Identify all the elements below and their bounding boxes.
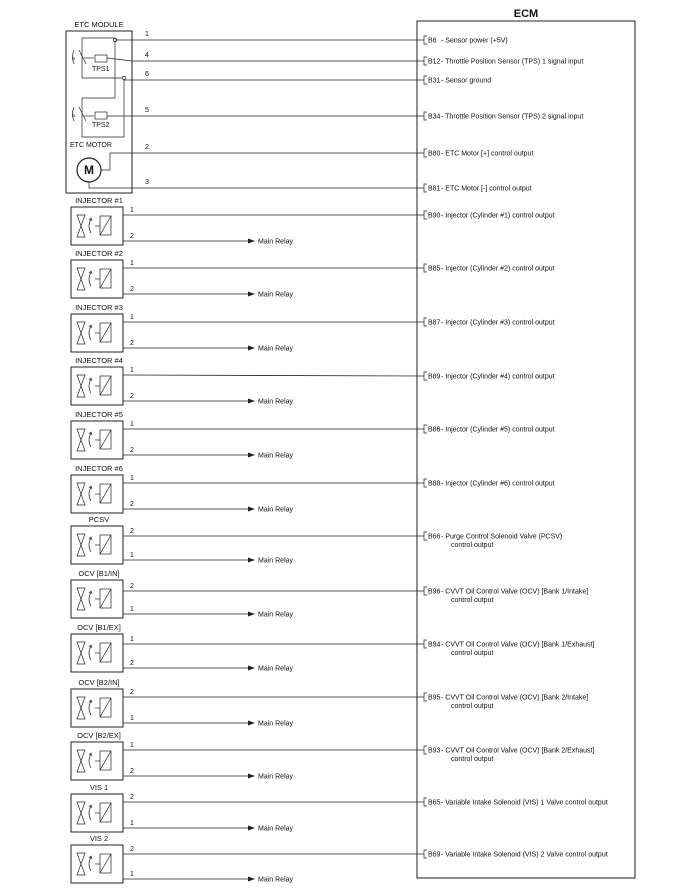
arrow-icon: [248, 399, 255, 404]
ecm-pin-label: - Injector (Cylinder #1) control output: [441, 212, 555, 220]
valve-icon: [77, 534, 85, 556]
arrow-icon: [248, 612, 255, 617]
ecm-pin-id: B96: [428, 588, 441, 596]
arrow-icon: [248, 877, 255, 882]
ecm-pin-bracket: [424, 532, 427, 540]
main-relay-label: Main Relay: [258, 238, 294, 246]
curved-arrow-icon: [89, 806, 91, 820]
ecm-pin-bracket: [424, 425, 427, 433]
solenoid-top-pin: 1: [130, 742, 134, 749]
solenoid-component: [71, 249, 424, 299]
solenoid-top-pin: 2: [130, 794, 134, 801]
solenoid-component: [71, 303, 424, 353]
etc-pin-number: 2: [145, 144, 149, 151]
etc-pin-number: 1: [145, 31, 149, 38]
arrow-icon: [248, 239, 255, 244]
main-relay-label: Main Relay: [258, 345, 294, 353]
tps1-signal-stub: [107, 58, 132, 61]
ecm-pin-label: - Injector (Cylinder #4) control output: [441, 373, 555, 381]
ecm-pins: [424, 36, 608, 859]
tps2-label: TPS2: [92, 122, 110, 129]
solenoid-title: INJECTOR #5: [75, 410, 123, 419]
ecm-pin-label: - Throttle Position Sensor (TPS) 1 signal input: [441, 58, 584, 66]
ecm-pin-bracket: [424, 112, 427, 120]
ecm-pin-bracket: [424, 640, 427, 648]
ecm-pin-id: B87: [428, 319, 441, 327]
ecm-pin-id: B89: [428, 373, 441, 381]
main-relay-label: Main Relay: [258, 398, 294, 406]
main-relay-label: Main Relay: [258, 557, 294, 565]
ecm-pin-id: B85: [428, 265, 441, 273]
curved-arrow-icon: [89, 857, 91, 871]
ecm-pin-bracket: [424, 36, 427, 44]
solenoid-layer: [71, 196, 424, 884]
ecm-pin-id: B93: [428, 747, 441, 755]
ecm-pin-id: B81: [428, 185, 441, 193]
ecm-pin-label-cont: control output: [451, 756, 494, 763]
ecm-pin-id: B90: [428, 212, 441, 220]
ecm-pin-bracket: [424, 587, 427, 595]
etc-wires: [107, 31, 424, 188]
valve-icon: [77, 697, 85, 719]
ecm-pin-label: - CVVT Oil Control Valve (OCV) [Bank 1/Exhaust]: [441, 641, 595, 649]
ecm-pin-label: - ETC Motor [+] control output: [441, 150, 534, 158]
main-relay-label: Main Relay: [258, 773, 294, 781]
main-relay-label: Main Relay: [258, 720, 294, 728]
ecm-pin-id: B86: [428, 426, 441, 434]
solenoid-top-pin: 1: [130, 421, 134, 428]
solenoid-top-pin: 2: [130, 846, 134, 853]
valve-icon: [77, 588, 85, 610]
svg-text:a: a: [72, 56, 75, 62]
etc-pin-number: 4: [145, 52, 149, 59]
curved-arrow-icon: [89, 219, 91, 233]
solenoid-bottom-pin: 2: [130, 501, 134, 508]
solenoid-title: INJECTOR #2: [75, 249, 123, 258]
valve-icon: [77, 268, 85, 290]
solenoid-top-pin: 1: [130, 367, 134, 374]
ecm-pin-id: B31: [428, 77, 441, 85]
ecm-signal-wire: [123, 375, 424, 376]
solenoid-title: PCSV: [88, 515, 110, 524]
ecm-pin-label-cont: control output: [451, 542, 494, 549]
etc-motor-wiring: [101, 153, 132, 170]
ecm-pin-id: B69: [428, 851, 441, 859]
ecm-pin-bracket: [424, 850, 427, 858]
solenoid-top-pin: 1: [130, 475, 134, 482]
ecm-title: ECM: [513, 8, 539, 20]
ecm-pin-bracket: [424, 57, 427, 65]
curved-arrow-icon: [89, 272, 91, 286]
solenoid-component: [71, 410, 424, 460]
valve-icon: [77, 322, 85, 344]
arrow-icon: [248, 346, 255, 351]
ecm-pin-label: - Sensor power (+5V): [441, 37, 508, 45]
curved-arrow-icon: [89, 487, 91, 501]
ecm-pin-bracket: [424, 318, 427, 326]
solenoid-bottom-pin: 2: [130, 768, 134, 775]
solenoid-bottom-pin: 1: [130, 820, 134, 827]
solenoid-title: VIS 2: [89, 834, 109, 843]
ecm-pin-bracket: [424, 211, 427, 219]
main-relay-label: Main Relay: [258, 665, 294, 673]
solenoid-top-pin: 2: [130, 689, 134, 696]
valve-icon: [77, 215, 85, 237]
ecm-pin-label: - ETC Motor [-] control output: [441, 185, 532, 193]
solenoid-component: [71, 515, 424, 565]
solenoid-top-pin: 1: [130, 636, 134, 643]
etc-module-title: ETC MODULE: [74, 20, 124, 29]
arrow-icon: [248, 826, 255, 831]
ecm-pin-id: B65: [428, 799, 441, 807]
arrow-icon: [248, 507, 255, 512]
solenoid-title: OCV [B2/EX]: [77, 731, 121, 740]
etc-pin-number: 3: [145, 179, 149, 186]
ecm-pin-label-cont: control output: [451, 650, 494, 657]
etc-pin-number: 5: [145, 107, 149, 114]
curved-arrow-icon: [89, 379, 91, 393]
ecm-pin-label: - CVVT Oil Control Valve (OCV) [Bank 1/Intake]: [441, 588, 589, 596]
solenoid-title: VIS 1: [89, 783, 109, 792]
main-relay-label: Main Relay: [258, 506, 294, 514]
arrow-icon: [248, 453, 255, 458]
solenoid-bottom-pin: 2: [130, 447, 134, 454]
tps1-label: TPS1: [92, 66, 110, 73]
ecm-pin-label: - Purge Control Solenoid Valve (PCSV): [441, 533, 563, 541]
solenoid-component: [71, 569, 424, 619]
ecm-pin-bracket: [424, 149, 427, 157]
ecm-pin-label: - Variable Intake Solenoid (VIS) 1 Valve control output: [441, 799, 608, 807]
solenoid-bottom-pin: 1: [130, 552, 134, 559]
curved-arrow-icon: [89, 646, 91, 660]
arrow-icon: [248, 774, 255, 779]
curved-arrow-icon: [89, 326, 91, 340]
main-relay-label: Main Relay: [258, 611, 294, 619]
solenoid-component: [71, 834, 424, 884]
valve-icon: [77, 429, 85, 451]
solenoid-bottom-pin: 1: [130, 606, 134, 613]
solenoid-title: OCV [B1/IN]: [78, 569, 120, 578]
solenoid-bottom-pin: 1: [130, 871, 134, 878]
ecm-pin-id: B66: [428, 533, 441, 541]
solenoid-top-pin: 1: [130, 314, 134, 321]
valve-icon: [77, 642, 85, 664]
ecm-pin-bracket: [424, 693, 427, 701]
valve-icon: [77, 802, 85, 824]
solenoid-component: [71, 783, 424, 833]
valve-icon: [77, 853, 85, 875]
ecm-pin-label: - CVVT Oil Control Valve (OCV) [Bank 2/Exhaust]: [441, 747, 595, 755]
solenoid-top-pin: 1: [130, 207, 134, 214]
ecm-pin-label: - Injector (Cylinder #2) control output: [441, 265, 555, 273]
ecm-pin-label: - Injector (Cylinder #5) control output: [441, 426, 555, 434]
curved-arrow-icon: [89, 592, 91, 606]
valve-icon: [77, 483, 85, 505]
solenoid-component: [71, 196, 424, 246]
ecm-pin-bracket: [424, 76, 427, 84]
main-relay-label: Main Relay: [258, 825, 294, 833]
ecm-pin-id: B6: [428, 37, 437, 45]
ecm-pin-id: B94: [428, 641, 441, 649]
ecm-pin-label: - Sensor ground: [441, 77, 492, 85]
main-relay-label: Main Relay: [258, 876, 294, 884]
ecm-pin-label: - Injector (Cylinder #6) control output: [441, 480, 555, 488]
ecm-pin-label: - Throttle Position Sensor (TPS) 2 signal input: [441, 113, 584, 121]
arrow-icon: [248, 292, 255, 297]
curved-arrow-icon: [89, 701, 91, 715]
ecm-pin-id: B12: [428, 58, 441, 66]
ecm-pin-bracket: [424, 264, 427, 272]
solenoid-top-pin: 2: [130, 528, 134, 535]
valve-icon: [77, 375, 85, 397]
solenoid-bottom-pin: 2: [130, 233, 134, 240]
etc-pin-number: 6: [145, 71, 149, 78]
solenoid-component: [71, 623, 424, 673]
solenoid-component: [71, 678, 424, 728]
main-relay-label: Main Relay: [258, 291, 294, 299]
curved-arrow-icon: [89, 754, 91, 768]
arrow-icon: [248, 666, 255, 671]
solenoid-component: [71, 464, 424, 514]
ecm-pin-id: B80: [428, 150, 441, 158]
solenoid-title: OCV [B2/IN]: [78, 678, 120, 687]
valve-icon: [77, 750, 85, 772]
svg-text:a: a: [72, 113, 75, 119]
solenoid-bottom-pin: 1: [130, 715, 134, 722]
ecm-pin-label: - Variable Intake Solenoid (VIS) 2 Valve control output: [441, 851, 608, 859]
solenoid-top-pin: 1: [130, 260, 134, 267]
etc-motor-title: ETC MOTOR: [70, 142, 112, 149]
solenoid-bottom-pin: 2: [130, 286, 134, 293]
solenoid-title: OCV [B1/EX]: [77, 623, 121, 632]
ecm-pin-bracket: [424, 372, 427, 380]
solenoid-title: INJECTOR #3: [75, 303, 123, 312]
ecm-pin-bracket: [424, 479, 427, 487]
ecm-pin-label-cont: control output: [451, 703, 494, 710]
ecm-pin-label-cont: control output: [451, 597, 494, 604]
ecm-pin-id: B95: [428, 694, 441, 702]
ecm-pin-label: - Injector (Cylinder #3) control output: [441, 319, 555, 327]
solenoid-bottom-pin: 2: [130, 340, 134, 347]
solenoid-component: [71, 356, 424, 406]
solenoid-bottom-pin: 2: [130, 393, 134, 400]
solenoid-title: INJECTOR #4: [75, 356, 123, 365]
motor-symbol: M: [84, 163, 94, 177]
solenoid-bottom-pin: 2: [130, 660, 134, 667]
solenoid-title: INJECTOR #1: [75, 196, 123, 205]
arrow-icon: [248, 721, 255, 726]
main-relay-label: Main Relay: [258, 452, 294, 460]
ecm-pin-bracket: [424, 798, 427, 806]
ecm-pin-id: B88: [428, 480, 441, 488]
ecm-pin-bracket: [424, 184, 427, 192]
solenoid-title: INJECTOR #6: [75, 464, 123, 473]
curved-arrow-icon: [89, 433, 91, 447]
solenoid-component: [71, 731, 424, 781]
curved-arrow-icon: [89, 538, 91, 552]
ecm-pin-id: B34: [428, 113, 441, 121]
arrow-icon: [248, 558, 255, 563]
solenoid-top-pin: 2: [130, 583, 134, 590]
ecm-pin-bracket: [424, 746, 427, 754]
ecm-pin-label: - CVVT Oil Control Valve (OCV) [Bank 2/Intake]: [441, 694, 589, 702]
